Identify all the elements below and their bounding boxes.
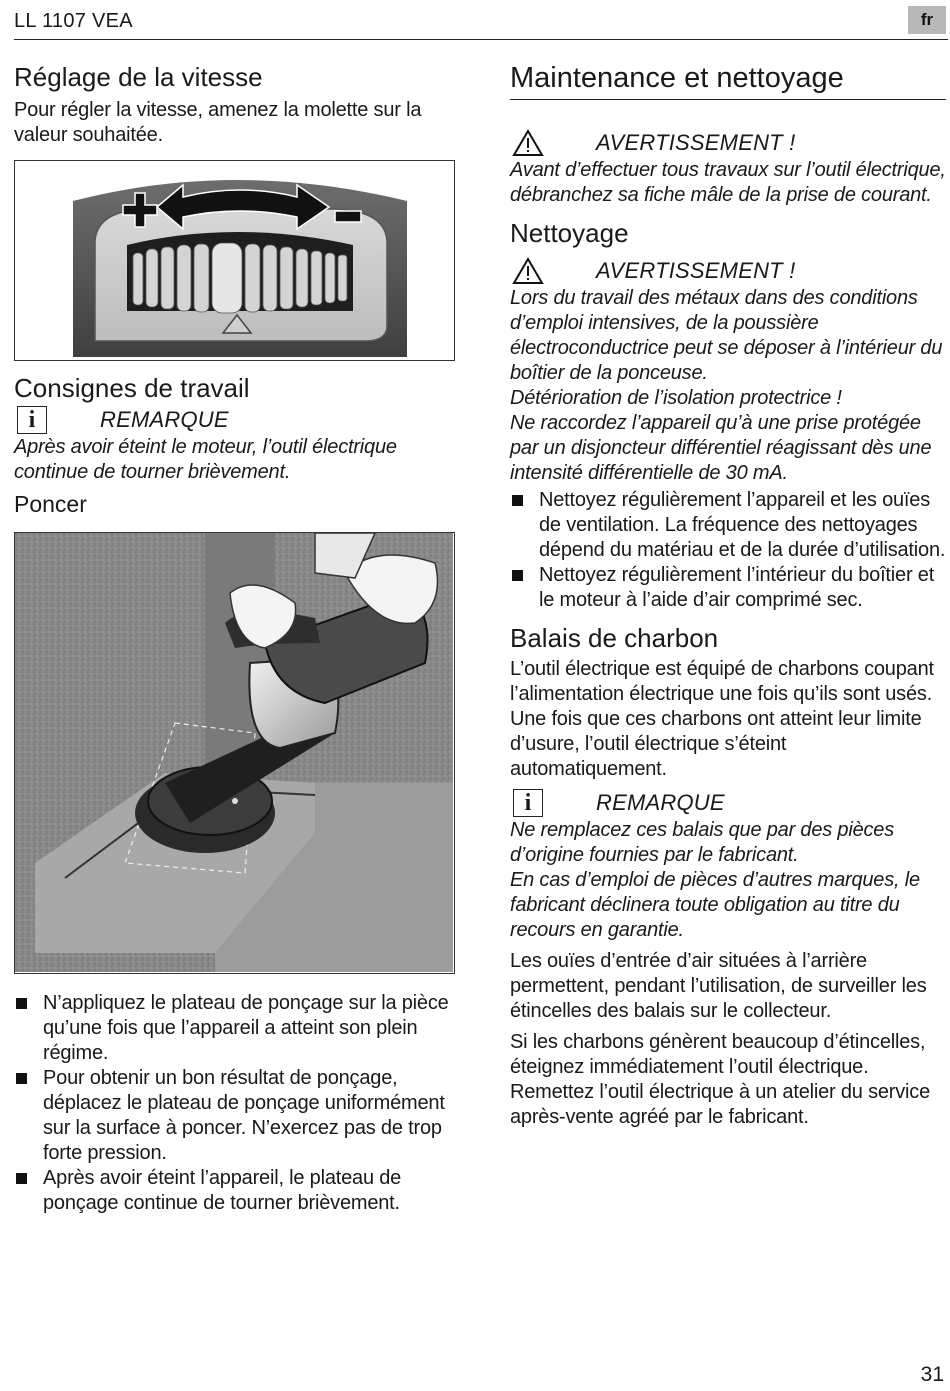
brushes-note-text-2: En cas d’emploi de pièces d’autres marques, le fabricant déclinera toute obligation au titre du recours en garantie. [510, 869, 920, 941]
work-instructions-section [14, 371, 454, 485]
sanding-bullets [14, 991, 454, 1216]
maintenance-warning-label: AVERTISSEMENT ! [596, 130, 796, 155]
brushes-text: L’outil électrique est équipé de charbons coupant l’alimentation électrique une fois qu’ils sont usés. Une fois que ces charbons ont atteint leur limite d’usure, l’outil électrique s’éteint automatiquement. [510, 658, 934, 780]
brushes-note-text: Ne remplacez ces balais que par des pièces d’origine fournies par le fabricant. [510, 819, 895, 866]
maintenance-warning-header [510, 128, 946, 158]
work-note-text: Après avoir éteint le moteur, l’outil électrique continue de tourner brièvement. [14, 436, 397, 483]
list-item-text: N’appliquez le plateau de ponçage sur la pièce qu’une fois que l’appareil a atteint son plein régime. [43, 992, 449, 1064]
bullet-square-icon [16, 1073, 27, 1084]
cleaning-warning-text-2: Détérioration de l’isolation protectrice ! [510, 387, 842, 409]
brushes-para-2: Les ouïes d’entrée d’air situées à l’arrière permettent, pendant l’utilisation, de surveiller les étincelles des balais sur le collecteur. [510, 950, 927, 1022]
maintenance-heading: Maintenance et nettoyage [510, 62, 844, 94]
speed-dial-drawing [15, 161, 453, 359]
list-item-text: Nettoyez régulièrement l’appareil et les ouïes de ventilation. La fréquence des nettoyages dépend du matériau et de la durée d’utilisation. [539, 489, 946, 561]
right-column [510, 58, 946, 1130]
list-item [510, 488, 946, 563]
language-badge: fr [908, 6, 946, 34]
cleaning-warning-label: AVERTISSEMENT ! [596, 258, 796, 283]
list-item [14, 1066, 454, 1166]
speed-text: Pour régler la vitesse, amenez la molette sur la valeur souhaitée. [14, 99, 422, 146]
minus-icon [335, 211, 361, 222]
brushes-note-label: REMARQUE [596, 790, 725, 815]
dial-wheel-ribs [133, 243, 347, 313]
work-note-header [14, 405, 454, 435]
cleaning-bullets [510, 488, 946, 613]
document-title: LL 1107 VEA [14, 10, 133, 32]
brushes-section [510, 621, 946, 1130]
sanding-illustration [14, 532, 455, 974]
bullet-square-icon [16, 1173, 27, 1184]
left-column [14, 58, 454, 1216]
list-item-text: Après avoir éteint l’appareil, le plateau de ponçage continue de tourner brièvement. [43, 1167, 402, 1214]
list-item [14, 1166, 454, 1216]
work-heading: Consignes de travail [14, 373, 250, 403]
bullet-square-icon [512, 570, 523, 581]
maintenance-section [510, 58, 946, 208]
cleaning-warning-text-3: Ne raccordez l’appareil qu’à une prise protégée par un disjoncteur différentiel réagissant dès une intensité différentielle de 30 mA. [510, 412, 932, 484]
list-item [510, 563, 946, 613]
cleaning-warning-header [510, 256, 946, 286]
info-icon: i [14, 405, 50, 435]
cleaning-warning-text: Lors du travail des métaux dans des conditions d’emploi intensives, de la poussière électroconductrice peut se déposer à l’intérieur du boîtier de la ponceuse. [510, 287, 943, 384]
maintenance-warning-text: Avant d’effectuer tous travaux sur l’outil électrique, débranchez sa fiche mâle de la prise de courant. [510, 159, 946, 206]
work-note-label: REMARQUE [100, 407, 229, 432]
list-item-text: Pour obtenir un bon résultat de ponçage, déplacez le plateau de ponçage uniformément sur la surface à poncer. N’exercez pas de trop forte pression. [43, 1067, 445, 1164]
header-divider [14, 39, 948, 40]
speed-section [14, 60, 454, 361]
sanding-drawing [15, 533, 453, 972]
info-icon: i [510, 788, 546, 818]
list-item-text: Nettoyez régulièrement l’intérieur du boîtier et le moteur à l’aide d’air comprimé sec. [539, 564, 935, 611]
speed-dial-illustration [14, 160, 455, 361]
list-item [14, 991, 454, 1066]
sanding-section [14, 489, 454, 1216]
page-number: 31 [920, 1363, 944, 1386]
speed-heading: Réglage de la vitesse [14, 62, 263, 92]
brushes-para-3: Si les charbons génèrent beaucoup d’étincelles, éteignez immédiatement l’outil électrique. Remettez l’outil électrique à un atelier du service après-vente agréé par le fabricant. [510, 1031, 931, 1128]
warning-icon [510, 128, 546, 158]
cleaning-section [510, 216, 946, 613]
warning-icon [510, 256, 546, 286]
bullet-square-icon [512, 495, 523, 506]
cleaning-heading: Nettoyage [510, 218, 629, 248]
brushes-note-header [510, 788, 946, 818]
sanding-heading: Poncer [14, 491, 87, 517]
brushes-heading: Balais de charbon [510, 623, 719, 653]
maintenance-divider [510, 99, 946, 100]
bullet-square-icon [16, 998, 27, 1009]
